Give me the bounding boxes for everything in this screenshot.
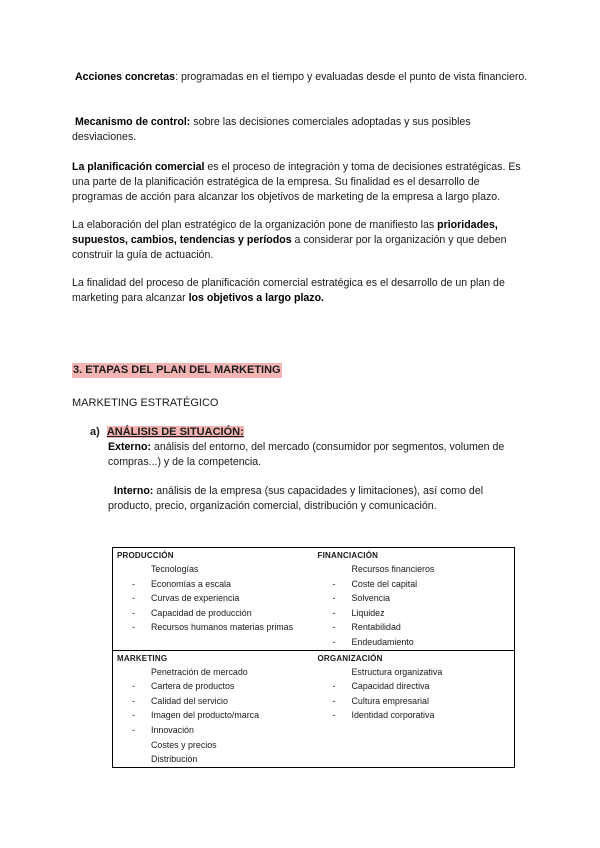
situation-analysis-table [112, 547, 515, 768]
list-item: - Rentabilidad [318, 620, 512, 635]
planificacion-text: es el proceso de integración y toma de decisiones estratégicas. Es una parte de la planificación estratégica de la empresa. Su finalidad es el desarrollo de programas de acción para alcanzar los objetivos de marketing de la empresa a largo plazo. [72, 161, 521, 204]
section-heading: 3. ETAPAS DEL PLAN DEL MARKETING [73, 364, 281, 376]
interno-text: análisis de la empresa (sus capacidades y limitaciones), así como del producto, precio, organización comercial, distribución y comunicación. [108, 485, 484, 512]
produccion-list [117, 562, 311, 635]
list-item: - Coste del capital [318, 577, 512, 592]
paragraph-finalidad [72, 276, 532, 306]
interno-label: Interno: [113, 485, 154, 497]
paragraph-planificacion [72, 160, 532, 206]
list-item: - Calidad del servicio [117, 694, 311, 709]
list-item: Recursos financieros [351, 564, 435, 574]
table-row [113, 548, 515, 651]
table-row [113, 650, 515, 767]
mecanismo-label: Mecanismo de control: [74, 116, 191, 128]
financiacion-title: FINANCIACIÓN [317, 551, 379, 560]
elaboracion-bold: prioridades, supuestos, cambios, tendencias y períodos [72, 219, 498, 247]
item-a-marker: a) [90, 426, 100, 438]
marketing-title: MARKETING [117, 653, 168, 663]
externo-text: análisis del entorno, del mercado (consumidor por segmentos, volumen de compras...) y de la competencia. [108, 441, 505, 468]
item-a-heading [90, 425, 244, 439]
externo-label: Externo: [108, 441, 151, 453]
list-item: Penetración de mercado [151, 666, 248, 677]
elaboracion-pre: La elaboración del plan estratégico de la organización pone de manifiesto las [72, 219, 438, 231]
list-item: - Identidad corporativa [318, 708, 512, 723]
paragraph-elaboracion [72, 218, 532, 264]
produccion-title: PRODUCCIÓN [117, 551, 174, 560]
list-item: - Endeudamiento [318, 635, 512, 650]
cell-marketing [113, 650, 314, 767]
list-item: Estructura organizativa [351, 666, 443, 677]
paragraph-mecanismo [72, 115, 532, 145]
marketing-list [117, 665, 311, 767]
list-item: - Curvas de experiencia [117, 591, 311, 606]
item-a-title: ANÁLISIS DE SITUACIÓN: [106, 426, 244, 438]
list-item: Tecnologías [151, 564, 199, 574]
list-item: - Imagen del producto/marca [117, 708, 311, 723]
organizacion-list [318, 665, 512, 723]
cell-organizacion [314, 650, 515, 767]
cell-financiacion [314, 548, 515, 651]
list-item: - Innovación [117, 723, 311, 738]
acciones-text: : programadas en el tiempo y evaluadas desde el punto de vista financiero. [175, 71, 528, 83]
acciones-label: Acciones concretas [74, 71, 176, 83]
list-item: - Economías a escala [117, 577, 311, 592]
planificacion-label: La planificación comercial [72, 161, 205, 173]
cell-produccion [113, 548, 314, 651]
paragraph-acciones [72, 70, 532, 85]
subsection-heading: MARKETING ESTRATÉGICO [72, 397, 219, 409]
finalidad-pre: La finalidad del proceso de planificación comercial estratégica es el desarrollo de un plan de marketing para alcanzar [72, 277, 505, 305]
interno-paragraph [108, 484, 528, 514]
list-item: - Recursos humanos materias primas [117, 620, 311, 635]
list-item: - Cartera de productos [117, 679, 311, 694]
externo-paragraph [108, 440, 528, 470]
list-item: - Cultura empresarial [318, 694, 512, 709]
list-item: - Capacidad directiva [318, 679, 512, 694]
elaboracion-post: a considerar por la organización y que deben construir la guía de actuación. [72, 234, 507, 262]
finalidad-bold: los objetivos a largo plazo. [188, 292, 324, 305]
list-item: - Capacidad de producción [117, 606, 311, 621]
list-item: Distribución [151, 754, 198, 765]
organizacion-title: ORGANIZACIÓN [317, 653, 383, 663]
mecanismo-text: sobre las decisiones comerciales adoptadas y sus posibles desviaciones. [72, 116, 471, 144]
list-item: - Solvencia [318, 591, 512, 606]
list-item: Costes y precios [151, 739, 217, 750]
list-item: - Liquidez [318, 606, 512, 621]
financiacion-list [318, 562, 512, 650]
